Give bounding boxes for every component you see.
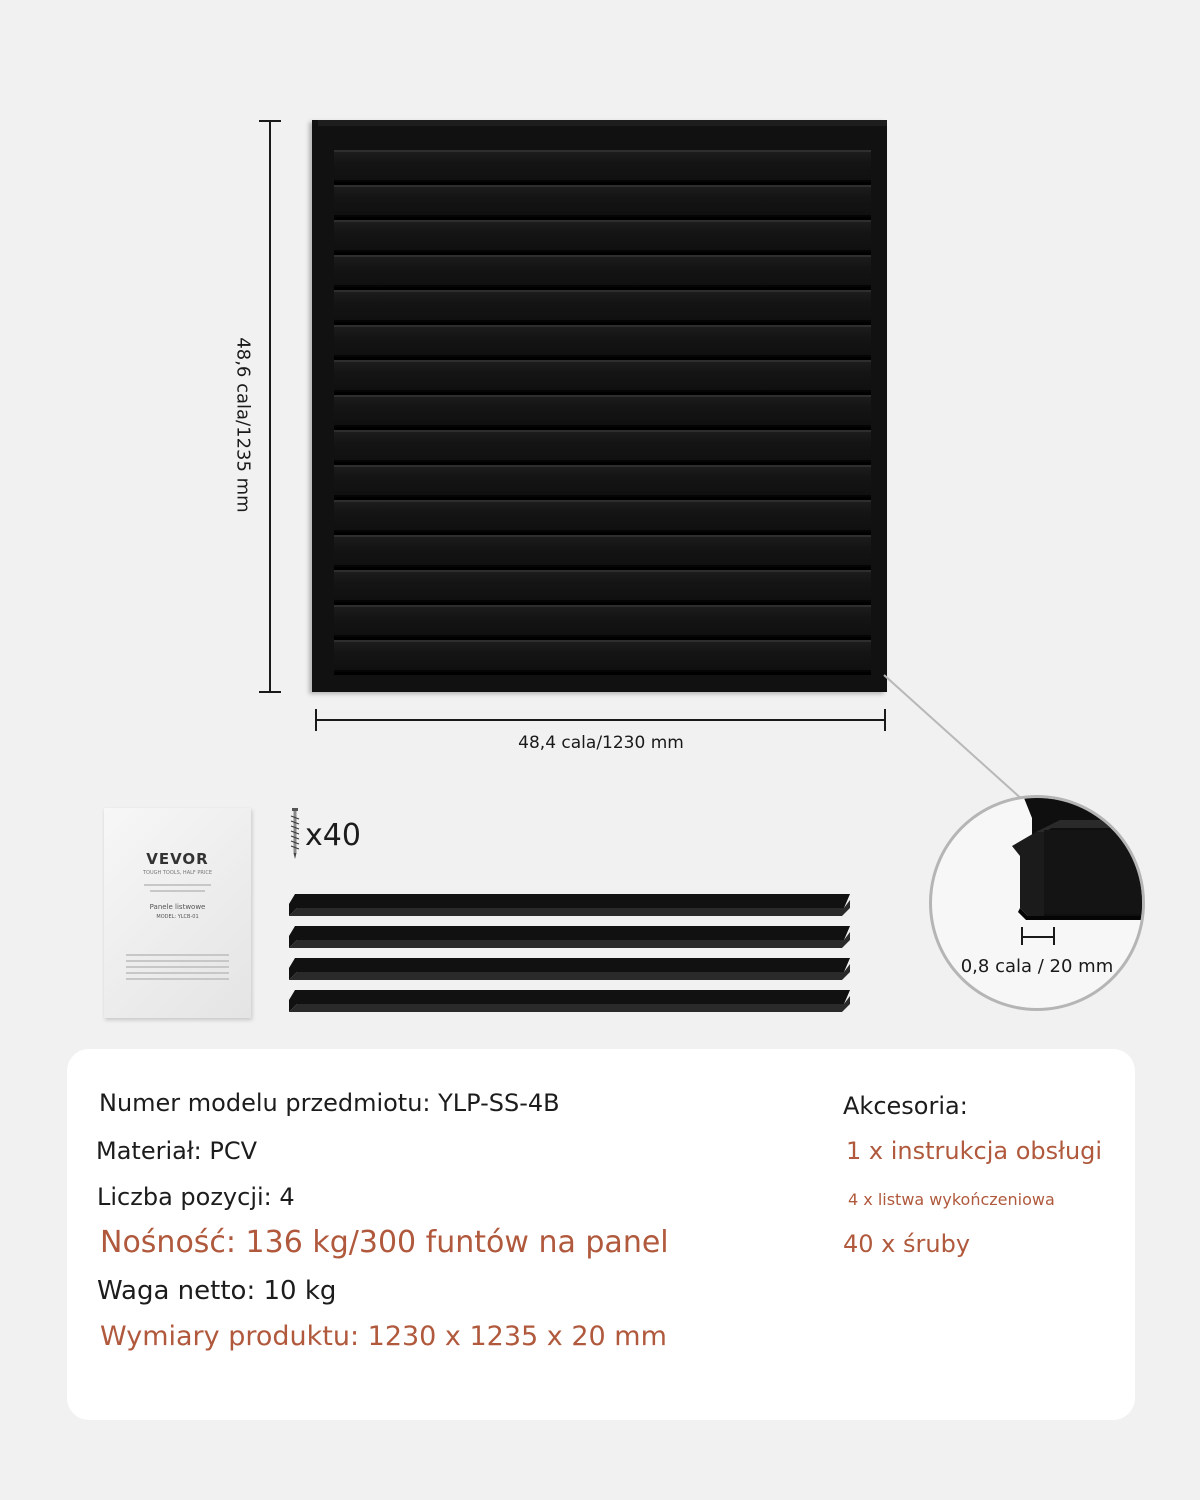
spec-load-capacity: Nośność: 136 kg/300 funtów na panel — [100, 1225, 669, 1260]
panel-slat — [334, 255, 871, 287]
thickness-dimension-cap-left — [1021, 927, 1023, 945]
panel-top-edge — [318, 120, 887, 126]
manual-text-line — [126, 966, 229, 968]
spec-item-count: Liczba pozycji: 4 — [97, 1183, 295, 1211]
manual-text-line — [126, 960, 229, 962]
panel-slat — [334, 325, 871, 357]
width-dimension-cap-right — [884, 709, 886, 731]
thickness-dimension-label: 0,8 cala / 20 mm — [960, 956, 1114, 977]
screw-count: x40 — [305, 818, 361, 853]
trim-strip — [289, 926, 850, 946]
spec-product-dimensions: Wymiary produktu: 1230 x 1235 x 20 mm — [100, 1321, 667, 1352]
instruction-manual-image — [104, 808, 251, 1018]
panel-slat — [334, 430, 871, 462]
panel-slat — [334, 640, 871, 672]
manual-text-line — [126, 978, 229, 980]
manual-model: MODEL: YLCB-01 — [156, 914, 199, 920]
manual-text-line — [150, 890, 205, 892]
manual-tagline: TOUGH TOOLS, HALF PRICE — [143, 870, 212, 876]
accessory-item: 4 x listwa wykończeniowa — [848, 1190, 1055, 1209]
trim-strip — [289, 894, 850, 914]
specifications-card — [67, 1049, 1135, 1420]
manual-text-line — [126, 972, 229, 974]
width-dimension-line — [316, 719, 886, 721]
panel-slat — [334, 185, 871, 217]
edge-detail-zoom — [929, 795, 1145, 1011]
screw-icon — [288, 808, 302, 860]
spec-material: Materiał: PCV — [96, 1137, 258, 1165]
panel-slat — [334, 465, 871, 497]
panel-edge-profile — [932, 798, 1145, 1011]
panel-slat — [334, 290, 871, 322]
detail-pointer-line — [883, 674, 1029, 806]
panel-slat — [334, 535, 871, 567]
panel-slat — [334, 605, 871, 637]
height-dimension-label: 48,6 cala/1235 mm — [232, 337, 254, 513]
spec-net-weight: Waga netto: 10 kg — [97, 1276, 337, 1306]
width-dimension-label: 48,4 cala/1230 mm — [518, 733, 684, 753]
panel-slat — [334, 220, 871, 252]
trim-strip — [289, 990, 850, 1010]
thickness-dimension-cap-right — [1053, 927, 1055, 945]
manual-text-line — [126, 954, 229, 956]
panel-slat — [334, 360, 871, 392]
thickness-dimension-line — [1022, 936, 1054, 938]
panel-slat — [334, 150, 871, 182]
height-dimension-cap-bottom — [259, 691, 281, 693]
panel-slat — [334, 500, 871, 532]
accessory-item: 1 x instrukcja obsługi — [846, 1137, 1103, 1165]
panel-slat — [334, 570, 871, 602]
manual-text-line — [144, 884, 211, 886]
spec-model-number: Numer modelu przedmiotu: YLP-SS-4B — [99, 1089, 560, 1117]
height-dimension-line — [269, 120, 271, 693]
accessory-item: 40 x śruby — [843, 1230, 971, 1258]
trim-strip — [289, 958, 850, 978]
slatwall-panel-image — [312, 120, 887, 692]
height-dimension-cap-top — [259, 120, 281, 122]
manual-brand-logo: VEVOR — [146, 850, 209, 868]
width-dimension-cap-left — [315, 709, 317, 731]
accessories-heading: Akcesoria: — [843, 1092, 968, 1120]
panel-slat — [334, 395, 871, 427]
manual-title: Panele listwowe — [149, 903, 206, 911]
